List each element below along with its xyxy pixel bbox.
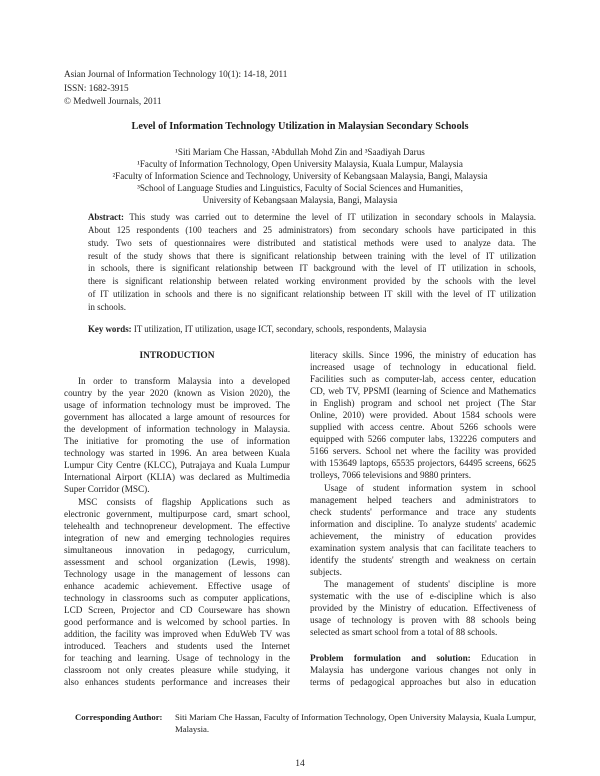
byline [30,146,570,206]
abstract-label: Abstract: [88,212,124,222]
text-line: 5166 servers. School net where the facility was provided [310,446,536,457]
paragraph [310,482,536,578]
abstract-line: there is significant relationship between related working environment provided by the schools with the level [88,276,536,287]
paragraph [310,349,536,482]
text-line: electronic government, multipurpose card, smart school, [64,508,290,519]
text-line: good performance and is welcomed by school parties. In [64,616,290,627]
text-line-body: Education in [481,652,536,663]
text-line: terms of pedagogical approaches but also in education [310,676,536,687]
run-in-heading: Problem formulation and solution: [310,652,471,663]
text-line: MSC consists of flagship Applications such as [78,496,290,507]
text-line: integration of new and emerging technologies requires [64,532,290,543]
text-line: for teaching and learning. Usage of technology in the [64,653,290,664]
text-line: equipped with 5266 computer labs, 132226 computers and [310,434,536,445]
issn: ISSN: 1682-3915 [64,82,129,93]
text-line: enhance academic achievement. Effective usage of [64,580,290,591]
corresponding-author-line: Siti Mariam Che Hassan, Faculty of Information Technology, Open University Malaysia, Kuala Lumpur, [175,712,536,722]
text-line: Technology usage in the management of lessons can [64,568,290,579]
corresponding-author-line: Malaysia. [175,724,210,734]
text-line: in English) program and school net project (The Star [310,398,536,409]
abstract-line: result of the study shows that there is significant relationship between training with the level of IT utilization [88,250,536,261]
affiliation: University of Kebangsaan Malaysia, Bangi, Malaysia [202,195,398,205]
text-line: information and discipline. To analyze students' academic [310,518,536,529]
text-line: the development of information technology in Malaysia. [64,424,290,435]
author-list: ¹Siti Mariam Che Hassan, ²Abdullah Mohd Zin and ³Saadiyah Darus [175,147,425,157]
abstract-line: About 125 respondents (100 teachers and 25 administrators) from secondary schools have participated in this [88,224,536,235]
text-line: identify the students' strength and weakness on certain [310,554,536,565]
text-line: provided by the Ministry of education. Effectiveness of [310,602,536,613]
abstract-line: in schools, there is significant relationship between IT background with the level of IT utilization in schools, [88,263,536,274]
text-line: classroom not only creates pleasure while studying, it [64,665,290,676]
affiliation: ²Faculty of Information Science and Technology, University of Kebangsaan Malaysia, Bangi, Malaysia [112,171,488,181]
text-line: subjects. [310,566,342,577]
abstract-line: study. Two sets of questionnaires were distributed and statistical methods were used to analyze data. The [88,237,536,248]
text-line: supplied with access centre. About 5266 schools were [310,422,536,433]
corresponding-author-text [175,711,536,735]
journal-citation: Asian Journal of Information Technology 10(1): 14-18, 2011 [64,69,288,79]
text-line: Facilities such as computer-lab, access center, education [310,374,536,385]
text-line: Usage of student information system in school [324,482,536,493]
affiliation: ¹Faculty of Information Technology, Open University Malaysia, Kuala Lumpur, Malaysia [137,159,463,169]
text-line: check students' performance and trace any students [310,506,536,517]
text-line: also enhances students performance and increases their [64,677,290,688]
journal-header [64,68,384,109]
affiliation: ³School of Language Studies and Linguistics, Faculty of Social Sciences and Humanities, [137,183,463,193]
text-line: International Airport (KLIA) was declared as Multimedia [64,472,290,483]
text-line: usage of technology is proven with 88 schools being [310,615,536,626]
text-line: assessment and school organization (Lewis, 1998). [64,556,290,567]
text-line: increased usage of technology in educational field. [310,362,536,373]
text-line: addition, the facility was improved when EduWeb TV was [64,629,290,640]
text-line: Lumpur City Centre (KLCC), Putrajaya and Kuala Lumpur [64,460,290,471]
text-line: examination system analysis that can facilitate teachers to [310,542,536,553]
text-line: LCD Screen, Projector and CD Courseware has shown [64,604,290,615]
text-line: with 153649 laptops, 65535 projectors, 64495 screens, 6625 [310,458,536,469]
text-line: technology was started in 1996. An area between Kuala [64,448,290,459]
text-line: Super Corridor (MSC). [64,484,150,495]
section-heading: INTRODUCTION [139,351,215,361]
keywords-text: IT utilization, IT utilization, usage ICT, secondary, schools, respondents, Malaysia [133,324,427,334]
abstract-text: This study was carried out to determine the level of IT utilization in secondary schools in Malaysia. [129,212,537,222]
paragraph [310,652,536,688]
abstract-line: in schools. [88,302,126,313]
page-number: 14 [295,759,305,769]
text-line: introduced. Teachers and students used the Internet [64,641,290,652]
text-line: country by the year 2020 (known as Vision 2020), the [64,388,290,399]
text-line: The initiative for promoting the use of information [64,436,290,447]
paragraph [64,496,290,689]
text-line: The management of students' discipline is more [324,578,536,589]
text-line: Malaysia has undergone various changes not only in [310,664,536,675]
text-line: selected as smart school from a total of 88 schools. [310,627,498,638]
text-line: literacy skills. Since 1996, the ministry of education has [310,350,536,360]
keywords-label: Key words: [88,324,132,334]
paragraph [64,375,290,495]
text-line: telehealth and technopreneur development. The effective [64,520,290,531]
publisher-copyright: © Medwell Journals, 2011 [64,96,162,106]
text-line: Online, 2010) were provided. About 1584 schools were [310,410,536,421]
text-line: government has allocated a large amount of resources for [64,412,290,423]
text-line: trolleys, 7066 televisions and 9880 printers. [310,470,472,481]
text-line: simultaneous innovation in pedagogy, curriculum, [64,544,290,555]
abstract-line [88,211,536,224]
paragraph [310,578,536,638]
corresponding-author-label: Corresponding Author: [75,712,163,722]
text-line: technology in classrooms such as computer applications, [64,592,290,603]
abstract-line: of IT utilization in schools and there is no significant relationship between IT skill with the level of IT utilization [88,289,536,300]
text-line: systematic with the use of e-discipline which is also [310,590,536,601]
text-line: management helped teachers and administrators to [310,494,536,505]
abstract [88,211,536,314]
text-line [310,652,536,664]
keywords [88,323,536,335]
text-line: CD, web TV, PPSMI (learning of Science and Mathematics [310,386,536,397]
text-line: usage of information technology must be improved. The [64,400,290,411]
body-column-right [310,349,536,688]
body-column-left [64,350,290,688]
paper-title: Level of Information Technology Utilization in Malaysian Secondary Schools [131,121,469,132]
text-line: In order to transform Malaysia into a developed [78,376,290,387]
text-line: achievement, the ministry of education provides [310,530,536,541]
